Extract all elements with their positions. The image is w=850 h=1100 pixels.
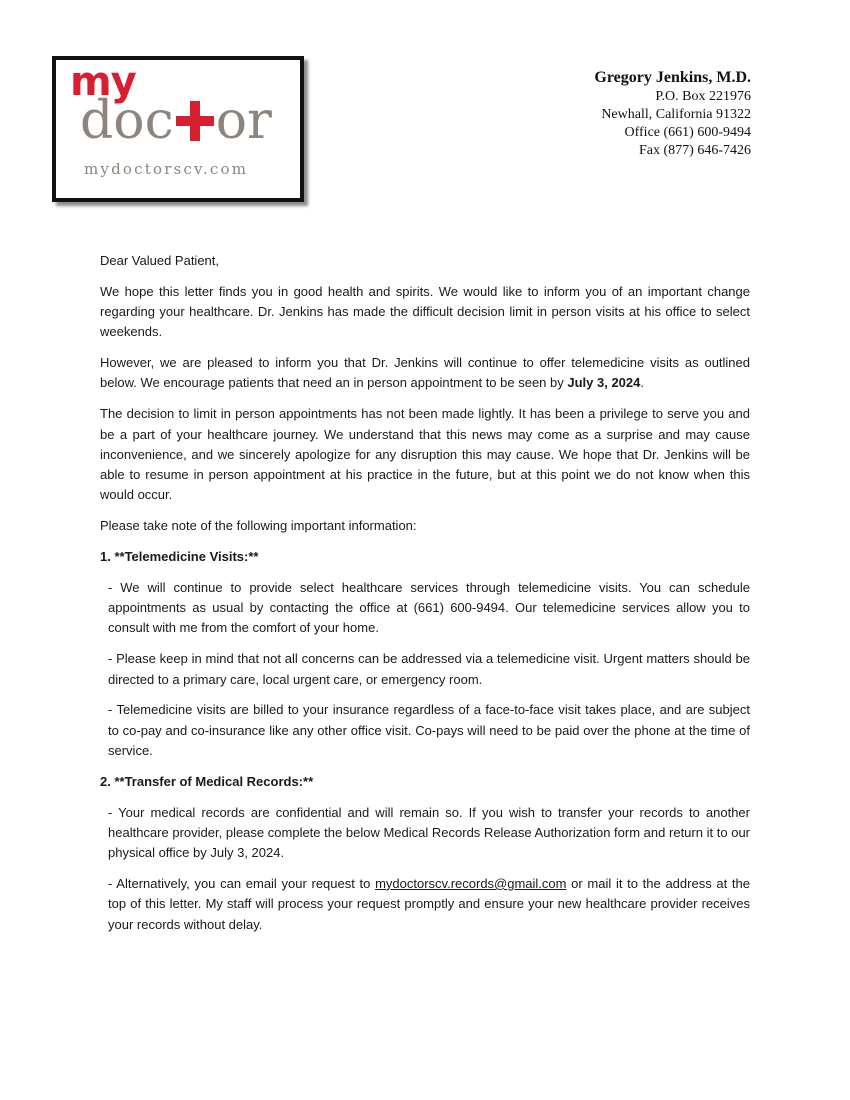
logo-url: mydoctorscv.com bbox=[84, 160, 249, 178]
office-phone: Office (661) 600-9494 bbox=[624, 125, 751, 140]
po-box: P.O. Box 221976 bbox=[655, 89, 751, 104]
letterhead bbox=[594, 68, 751, 160]
red-cross-icon bbox=[176, 101, 214, 141]
records-bullet-2 bbox=[100, 874, 750, 935]
salutation: Dear Valued Patient, bbox=[100, 253, 219, 268]
records-bullet-2-pre: - Alternatively, you can email your request to bbox=[108, 875, 376, 891]
letter-body bbox=[100, 251, 750, 945]
paragraph-decision: The decision to limit in person appointments has not been made lightly. It has been a privilege to serve you and be a part of your healthcare journey. We understand that this news may come as a surprise and may cause inconvenience, and we sincerely apologize for any disruption this may cause. We hope that Dr. Jenkins will be able to resume in person appointment at his practice in the future, but at this point we do not know when this would occur. bbox=[100, 406, 750, 503]
telemedicine-bullet-3: - Telemedicine visits are billed to your insurance regardless of a face-to-face visit takes place, and are subject to co-pay and co-insurance like any other office visit. Co-pays will need to be paid over the phone at the time of service. bbox=[108, 702, 750, 758]
doctor-name: Gregory Jenkins, M.D. bbox=[594, 69, 751, 86]
telemedicine-bullet-2: - Please keep in mind that not all concerns can be addressed via a telemedicine visit. Urgent matters should be directed to a primary care, local urgent care, or emergency room. bbox=[108, 651, 750, 687]
fax-number: Fax (877) 646-7426 bbox=[639, 143, 751, 158]
records-bullet-2-post: or mail it to the address at the top of this letter. My staff will process your request promptly and ensure your new healthcare provider receives your records without delay. bbox=[108, 875, 750, 932]
city-address: Newhall, California 91322 bbox=[601, 107, 751, 122]
paragraph-note: Please take note of the following important information: bbox=[100, 518, 417, 534]
section-heading-telemedicine: 1. **Telemedicine Visits:** bbox=[100, 549, 259, 565]
records-email-link[interactable]: mydoctorscv.records@gmail.com bbox=[375, 875, 567, 891]
logo-my-text: my bbox=[70, 59, 136, 105]
logo-doc-part: doc bbox=[80, 91, 174, 151]
p2-end: . bbox=[640, 375, 644, 391]
logo-or-part: or bbox=[215, 91, 272, 151]
telemedicine-bullet-1: - We will continue to provide select healthcare services through telemedicine visits. You can schedule appointments as usual by contacting the office at (661) 600-9494. Our telemedicine services allow you to consult with me from the comfort of your home. bbox=[108, 579, 750, 636]
p2-text: However, we are pleased to inform you that Dr. Jenkins will continue to offer telemedicine visits as outlined below. We encourage patients that need an in person appointment to be seen by bbox=[100, 355, 750, 391]
paragraph-telemedicine-notice bbox=[100, 353, 750, 394]
logo-doctor-text bbox=[80, 90, 272, 152]
deadline-date: July 3, 2024 bbox=[567, 375, 641, 391]
practice-logo bbox=[52, 56, 304, 202]
paragraph-intro: We hope this letter finds you in good health and spirits. We would like to inform you of an important change regarding your healthcare. Dr. Jenkins has made the difficult decision limit in person visits at his office to select weekends. bbox=[100, 283, 750, 340]
records-bullet-1: - Your medical records are confidential and will remain so. If you wish to transfer your records to another healthcare provider, please complete the below Medical Records Release Authorization form and return it to our physical office by July 3, 2024. bbox=[108, 804, 750, 861]
section-heading-records: 2. **Transfer of Medical Records:** bbox=[100, 773, 314, 789]
